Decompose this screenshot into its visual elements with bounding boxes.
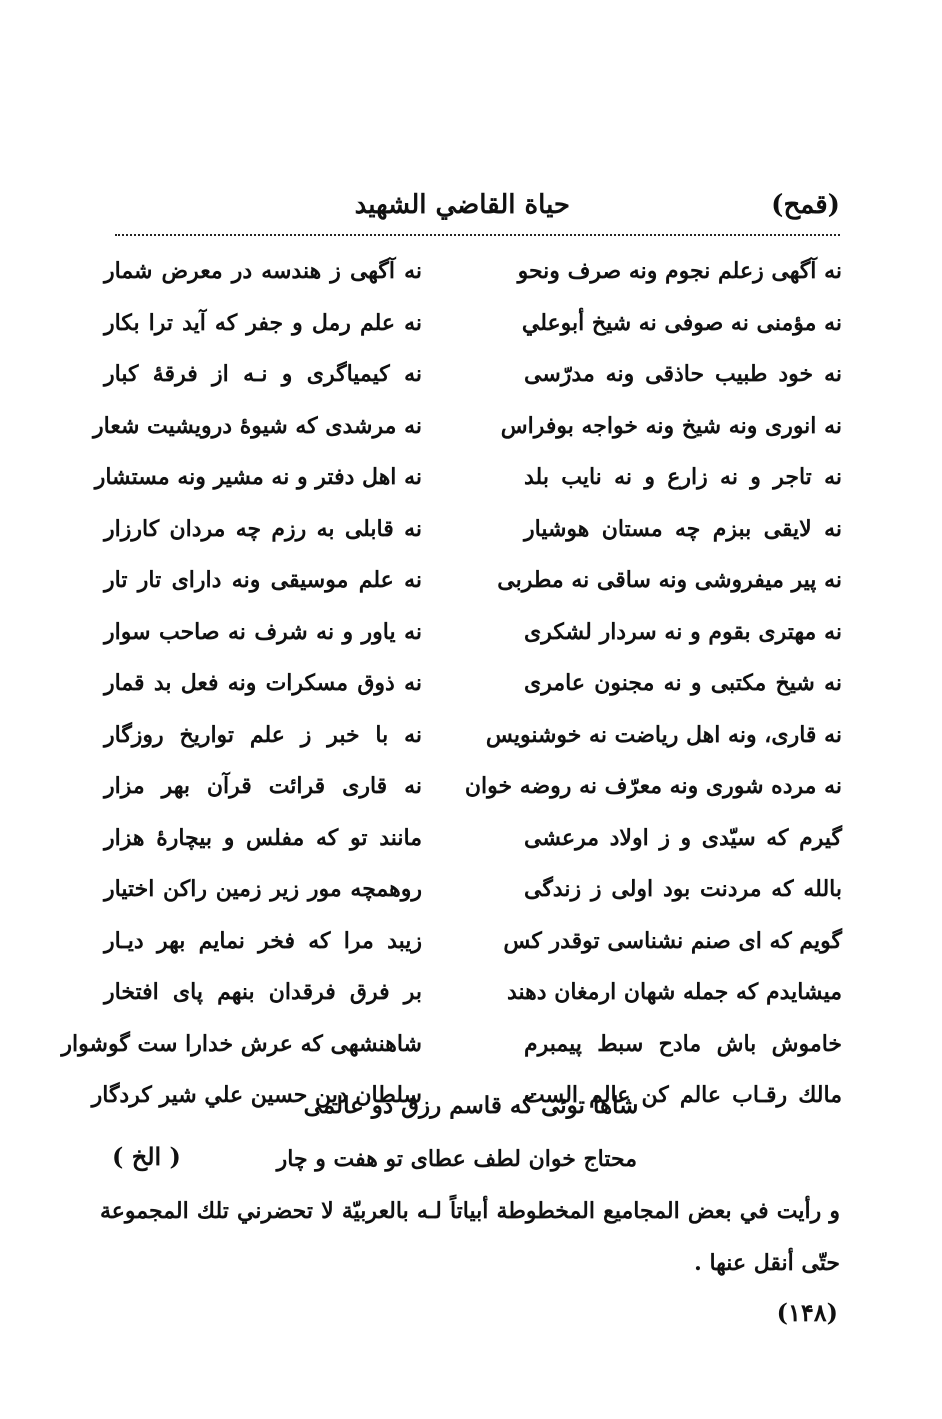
couplet — [61, 1025, 842, 1077]
couplet — [100, 922, 842, 974]
closing-verse-first — [100, 1092, 842, 1119]
prose-line: حتّى أنقل عنها . — [694, 1250, 840, 1276]
first-hemistich: نه قاری، ونه اهل ریاضت نه خوشنویس — [485, 721, 842, 748]
page-header — [110, 190, 840, 230]
second-hemistich: نه با خبر ز علم تواریخ روزگار — [104, 721, 422, 748]
couplet — [100, 716, 842, 768]
section-label: (قمح) — [771, 190, 840, 220]
second-hemistich: نه ذوق مسکرات ونه فعل بد قمار — [104, 670, 422, 696]
second-hemistich: نه کیمیاگری و نـه از فرقهٔ کبار — [104, 361, 422, 387]
second-hemistich: روهمچه مور زیر زمین راکن اختیار — [104, 876, 422, 902]
closing-verse-text: شاها توئی که قاسم رزق دو عالمی — [303, 1092, 639, 1119]
first-hemistich: نه پیر میفروشی ونه ساقی نه مطربی — [497, 567, 842, 593]
poem — [61, 252, 842, 1128]
running-title: حياة القاضي الشهيد — [354, 190, 570, 220]
closing-verse-text: محتاج خوان لطف عطای تو هفت و چار — [276, 1146, 637, 1172]
second-hemistich: سلطان دین حسین علي شیر کردگار — [91, 1082, 422, 1108]
first-hemistich: گیرم که سیّدی و ز اولاد مرعشی — [524, 824, 842, 851]
couplet — [100, 767, 842, 819]
couplet — [100, 510, 842, 562]
first-hemistich: نه انوری ونه شیخ ونه خواجه بوفراس — [500, 412, 842, 439]
couplet — [94, 458, 842, 510]
second-hemistich: نه علم موسیقی ونه دارای تار تار — [104, 567, 422, 593]
couplet — [100, 561, 842, 613]
second-hemistich: نه علم رمل و جفر که آید ترا بکار — [104, 309, 422, 336]
first-hemistich: خاموش باش مادح سبط پیمبرم — [524, 1030, 842, 1057]
second-hemistich: نه قابلی به رزم چه مردان کارزار — [104, 515, 422, 542]
second-hemistich: نه قاری قرائت قرآن بهر مزار — [104, 773, 422, 799]
couplet — [93, 407, 842, 459]
first-hemistich: نه شیخ مکتبی و نه مجنون عامری — [524, 670, 842, 696]
couplet — [100, 973, 842, 1025]
couplet — [100, 252, 842, 304]
first-hemistich: نه لایقی ببزم چه مستان هوشیار — [524, 515, 842, 542]
couplet — [100, 613, 842, 665]
couplet — [100, 819, 842, 871]
first-hemistich: نه تاجر و نه زارع و نه نایب بلد — [524, 464, 842, 490]
etcetera-mark: ( الخ ) — [112, 1142, 181, 1171]
first-hemistich: نه آگهی زعلم نجوم ونه صرف ونحو — [517, 258, 842, 284]
first-hemistich: گویم که ای صنم نشناسی توقدر کس — [503, 927, 842, 954]
first-hemistich: نه مهتری بقوم و نه سردار لشکری — [524, 618, 842, 645]
second-hemistich: بر فرق فرقدان بنهم پای افتخار — [104, 979, 422, 1005]
couplet — [100, 304, 842, 356]
couplet — [100, 870, 842, 922]
first-hemistich: نه مؤمنی نه صوفی نه شیخ أبوعلي — [521, 309, 842, 336]
first-hemistich: نه مرده شوری ونه معرّف نه روضه خوان — [464, 773, 842, 799]
second-hemistich: نه آگهی ز هندسه در معرض شمار — [104, 258, 422, 284]
header-divider — [115, 234, 840, 236]
second-hemistich: نه اهل دفتر و نه مشیر ونه مستشار — [94, 464, 422, 490]
second-hemistich: شاهنشهی که عرش خدارا ست گوشوار — [61, 1030, 422, 1057]
first-hemistich: میشایدم که جمله شهان ارمغان دهند — [506, 979, 842, 1005]
couplet — [100, 664, 842, 716]
second-hemistich: مانند تو که مفلس و بیچارهٔ هزار — [104, 824, 422, 851]
prose-line: و رأيت في بعض المجاميع المخطوطة أبياتاً لـه بالعربيّة لا تحضرني تلك المجموعة — [100, 1198, 840, 1224]
second-hemistich: زیبد مرا که فخر نمایم بهر دیـار — [104, 927, 422, 954]
second-hemistich: نه یاور و نه شرف نه صاحب سوار — [104, 618, 422, 645]
second-hemistich: نه مرشدی که شیوهٔ درویشیت شعار — [93, 412, 422, 439]
page-number: (١۴٨) — [776, 1298, 838, 1327]
couplet — [100, 355, 842, 407]
first-hemistich: نه خود طبیب حاذقی ونه مدرّسی — [524, 361, 842, 387]
first-hemistich: مالك رقـاب عالم کن عالم الست — [524, 1082, 842, 1108]
first-hemistich: بالله که مردنت بود اولی ز زندگی — [524, 876, 842, 902]
